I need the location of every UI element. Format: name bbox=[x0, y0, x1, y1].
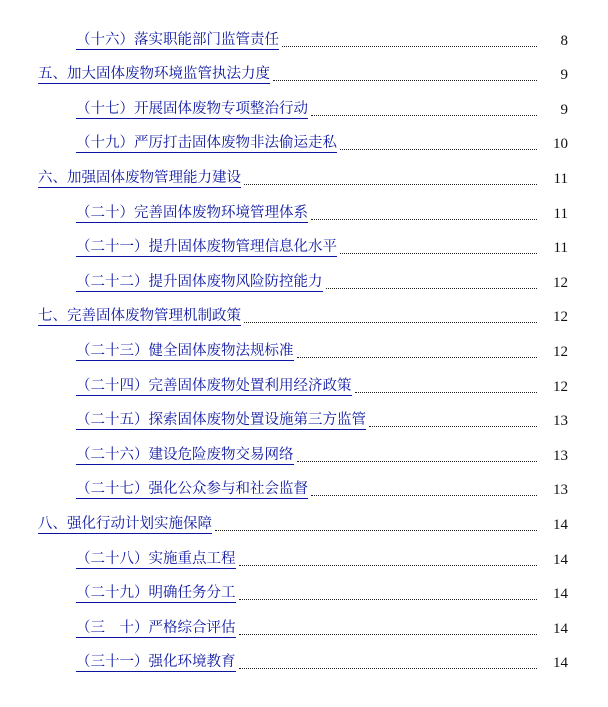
toc-entry[interactable] bbox=[0, 332, 608, 367]
toc-dot-leader bbox=[355, 391, 538, 393]
toc-entry[interactable] bbox=[0, 436, 608, 471]
toc-entry-title[interactable]: （二十）完善固体废物环境管理体系 bbox=[76, 204, 308, 221]
toc-dot-leader bbox=[239, 598, 538, 600]
toc-entry[interactable] bbox=[0, 56, 608, 91]
toc-page-number: 14 bbox=[553, 551, 568, 568]
toc-entry-title[interactable]: 六、加强固体废物管理能力建设 bbox=[38, 169, 241, 186]
toc-entry-title[interactable]: （十七）开展固体废物专项整治行动 bbox=[76, 100, 308, 117]
toc-entry[interactable] bbox=[0, 159, 608, 194]
toc-page-number: 8 bbox=[560, 32, 568, 49]
toc-entry[interactable] bbox=[0, 367, 608, 402]
table-of-contents bbox=[0, 21, 608, 678]
toc-entry[interactable] bbox=[0, 505, 608, 540]
toc-entry-title[interactable]: （二十五）探索固体废物处置设施第三方监管 bbox=[76, 412, 366, 429]
toc-page-number: 11 bbox=[553, 240, 568, 257]
toc-page-number: 9 bbox=[560, 101, 568, 118]
toc-page-number: 10 bbox=[553, 136, 568, 153]
toc-page-number: 13 bbox=[553, 482, 568, 499]
toc-page-number: 14 bbox=[553, 655, 568, 672]
toc-page-number: 14 bbox=[553, 516, 568, 533]
toc-entry-title[interactable]: （二十三）健全固体废物法规标准 bbox=[76, 342, 294, 359]
toc-entry[interactable] bbox=[0, 229, 608, 264]
toc-entry-title[interactable]: 五、加大固体废物环境监管执法力度 bbox=[38, 66, 270, 83]
toc-page-number: 11 bbox=[553, 205, 568, 222]
toc-dot-leader bbox=[297, 460, 538, 462]
toc-entry-title[interactable]: （二十六）建设危险废物交易网络 bbox=[76, 446, 294, 463]
toc-page-number: 12 bbox=[553, 343, 568, 360]
toc-page-number: 12 bbox=[553, 378, 568, 395]
toc-entry[interactable] bbox=[0, 194, 608, 229]
toc-entry[interactable] bbox=[0, 471, 608, 506]
toc-entry[interactable] bbox=[0, 263, 608, 298]
toc-entry[interactable] bbox=[0, 402, 608, 437]
toc-entry-title[interactable]: （三 十）严格综合评估 bbox=[76, 619, 236, 636]
toc-dot-leader bbox=[239, 564, 538, 566]
toc-dot-leader bbox=[369, 425, 537, 427]
toc-entry[interactable] bbox=[0, 644, 608, 679]
toc-entry-title[interactable]: 七、完善固体废物管理机制政策 bbox=[38, 308, 241, 325]
toc-entry-title[interactable]: （三十一）强化环境教育 bbox=[76, 654, 236, 671]
toc-dot-leader bbox=[340, 252, 537, 254]
toc-page-number: 14 bbox=[553, 620, 568, 637]
toc-entry[interactable] bbox=[0, 125, 608, 160]
toc-page-number: 13 bbox=[553, 447, 568, 464]
toc-entry[interactable] bbox=[0, 540, 608, 575]
toc-entry-title[interactable]: （二十九）明确任务分工 bbox=[76, 585, 236, 602]
toc-dot-leader bbox=[239, 633, 538, 635]
toc-dot-leader bbox=[215, 529, 537, 531]
toc-entry-title[interactable]: 八、强化行动计划实施保障 bbox=[38, 515, 212, 532]
toc-dot-leader bbox=[311, 218, 537, 220]
toc-dot-leader bbox=[311, 114, 537, 116]
toc-entry-title[interactable]: （二十四）完善固体废物处置利用经济政策 bbox=[76, 377, 352, 394]
toc-page-number: 14 bbox=[553, 586, 568, 603]
toc-dot-leader bbox=[297, 356, 538, 358]
toc-dot-leader bbox=[311, 494, 537, 496]
toc-dot-leader bbox=[326, 287, 538, 289]
toc-entry[interactable] bbox=[0, 21, 608, 56]
toc-page-number: 9 bbox=[560, 67, 568, 84]
toc-entry-title[interactable]: （二十七）强化公众参与和社会监督 bbox=[76, 481, 308, 498]
toc-entry[interactable] bbox=[0, 609, 608, 644]
toc-dot-leader bbox=[244, 183, 537, 185]
toc-dot-leader bbox=[282, 45, 537, 47]
toc-dot-leader bbox=[239, 667, 538, 669]
toc-dot-leader bbox=[273, 79, 537, 81]
toc-entry-title[interactable]: （二十八）实施重点工程 bbox=[76, 550, 236, 567]
toc-entry-title[interactable]: （二十一）提升固体废物管理信息化水平 bbox=[76, 239, 337, 256]
toc-dot-leader bbox=[340, 148, 537, 150]
toc-entry[interactable] bbox=[0, 575, 608, 610]
toc-page-number: 13 bbox=[553, 413, 568, 430]
toc-entry-title[interactable]: （二十二）提升固体废物风险防控能力 bbox=[76, 273, 323, 290]
toc-entry[interactable] bbox=[0, 298, 608, 333]
toc-page-number: 11 bbox=[553, 170, 568, 187]
toc-entry-title[interactable]: （十九）严厉打击固体废物非法偷运走私 bbox=[76, 135, 337, 152]
toc-entry-title[interactable]: （十六）落实职能部门监管责任 bbox=[76, 31, 279, 48]
toc-dot-leader bbox=[244, 321, 537, 323]
toc-page-number: 12 bbox=[553, 274, 568, 291]
toc-entry[interactable] bbox=[0, 90, 608, 125]
toc-page-number: 12 bbox=[553, 309, 568, 326]
